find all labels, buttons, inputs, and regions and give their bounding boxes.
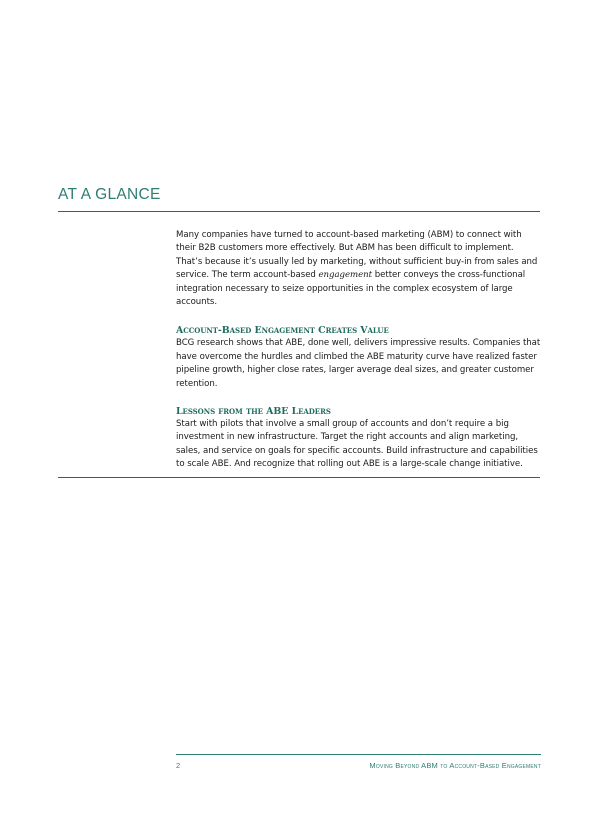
footer-divider (176, 754, 541, 755)
page-number: 2 (176, 761, 181, 770)
bottom-divider (58, 477, 540, 478)
intro-text-before: Many companies have turned to account-based marketing (ABM) to connect with their B2B customers more effectively. But ABM has been difficult to implement. That’s because it’s usually led by marketing, without sufficient buy-in from sales and service. The term account-based (176, 230, 538, 281)
section-body-value: BCG research shows that ABE, done well, delivers impressive results. Companies that have overcome the hurdles and climbed the ABE maturity curve have realized faster pipeline growth, higher close rates, larger average deal sizes, and greater customer retention. (176, 338, 541, 389)
page-heading: AT A GLANCE (58, 186, 161, 203)
running-title: Moving Beyond ABM to Account-Based Engagement (369, 761, 541, 770)
intro-text-after: better conveys the cross-functional integration necessary to seize opportunities in the complex ecosystem of large accounts. (176, 270, 526, 308)
intro-paragraph (176, 229, 542, 309)
section-title-value: Account-Based Engagement Creates Value (176, 325, 389, 337)
top-divider (58, 211, 540, 212)
section-title-lessons: Lessons from the ABE Leaders (176, 406, 331, 418)
summary-column (176, 229, 542, 472)
intro-emphasis: engagement (318, 270, 373, 281)
section-body-lessons: Start with pilots that involve a small group of accounts and don’t require a big investment in new infrastructure. Target the right accounts and align marketing, sales, and service on goals for specific accounts. Build infrastructure and capabilities to scale ABE. And recognize that rolling out ABE is a large-scale change initiative. (176, 419, 538, 470)
